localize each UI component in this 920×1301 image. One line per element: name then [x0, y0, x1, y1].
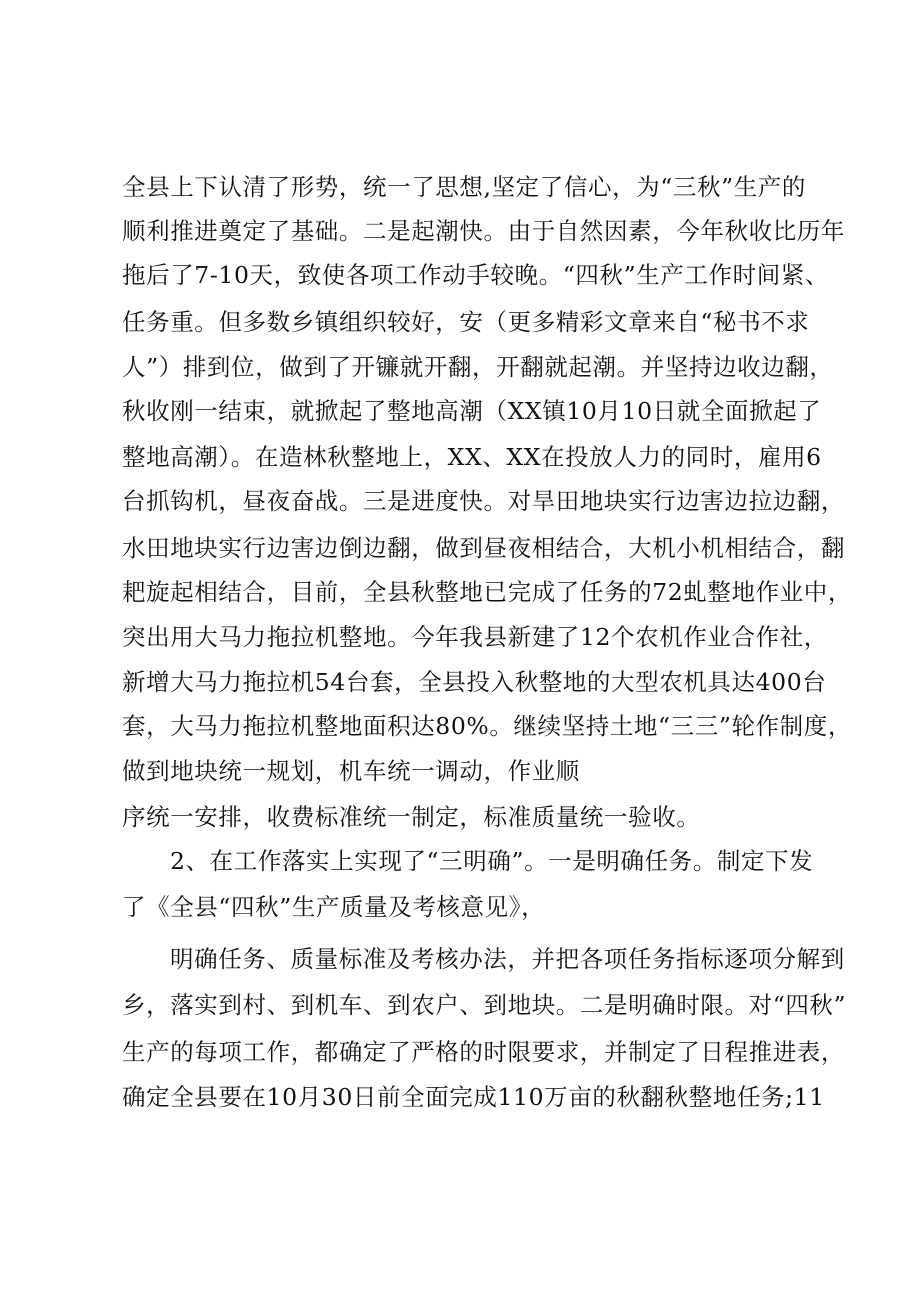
text-line: 确定全县要在10月30日前全面完成110万亩的秋翻秋整地任务;11	[122, 1083, 825, 1111]
text-line: 拖后了7-10天，致使各项工作动手较晚。“四秋”生产工作时间紧、	[122, 261, 830, 289]
text-line: 做到地块统一规划，机车统一调动，作业顺	[122, 757, 580, 785]
paragraph-start-line: 明确任务、质量标准及考核办法，并把各项任务指标逐项分解到	[170, 945, 845, 973]
text-line: 顺利推进奠定了基础。二是起潮快。由于自然因素，今年秋收比历年	[122, 217, 845, 245]
text-line: 人”）排到位，做到了开镰就开翻，开翻就起潮。并坚持边收边翻，	[122, 353, 834, 381]
text-line: 生产的每项工作，都确定了严格的时限要求，并制定了日程推进表，	[122, 1038, 845, 1066]
text-line: 全县上下认清了形势，统一了思想,坚定了信心，为“三秋”生产的	[122, 173, 806, 201]
text-line: 水田地块实行边害边倒边翻，做到昼夜相结合，大机小机相结合，翻	[122, 534, 845, 562]
text-line: 新增大马力拖拉机54台套，全县投入秋整地的大型农机具达400台	[122, 668, 827, 696]
text-line: 台抓钩机，昼夜奋战。三是进度快。对旱田地块实行边害边拉边翻，	[122, 487, 845, 515]
text-line: 套，大马力拖拉机整地面积达80%。继续坚持土地“三三”轮作制度，	[122, 712, 852, 740]
text-line: 序统一安排，收费标准统一制定，标准质量统一验收。	[122, 803, 701, 831]
text-line: 乡，落实到村、到机车、到农户、到地块。二是明确时限。对“四秋”	[122, 991, 847, 1019]
text-line: 任务重。但多数乡镇组织较好，安（更多精彩文章来自“秘书不求	[122, 308, 810, 336]
text-line: 耙旋起相结合，目前，全县秋整地已完成了任务的72虬整地作业中，	[122, 578, 853, 606]
text-line: 突出用大马力拖拉机整地。今年我县新建了12个农机作业合作社，	[122, 623, 828, 651]
text-line: 了《全县“四秋”生产质量及考核意见》，	[122, 893, 546, 921]
text-line: 整地高潮）。在造林秋整地上，XX、XX在投放人力的同时，雇用6	[122, 443, 822, 471]
text-line: 秋收刚一结束，就掀起了整地高潮（XX镇10月10日就全面掀起了	[122, 397, 822, 425]
paragraph-start-line: 2、在工作落实上实现了“三明确”。一是明确任务。制定下发	[170, 847, 814, 875]
